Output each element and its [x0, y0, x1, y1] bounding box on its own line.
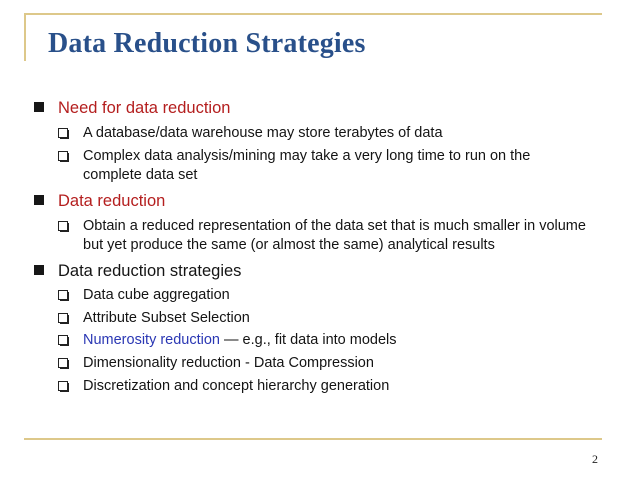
square-bullet-icon	[34, 195, 44, 205]
bullet-need-for-data-reduction	[34, 97, 230, 119]
square-bullet-icon	[34, 102, 44, 112]
subbullet-dimensionality	[58, 354, 374, 373]
box-bullet-icon	[58, 358, 68, 368]
subbullet-text: A database/data warehouse may store terabytes of data	[83, 125, 443, 141]
bullet-text: Data reduction	[58, 192, 166, 210]
slide-title: Data Reduction Strategies	[48, 28, 366, 59]
box-bullet-icon	[58, 290, 68, 300]
subbullet-text: Complex data analysis/mining may take a very long time to run on the complete data set	[83, 148, 531, 183]
subbullet-text: — e.g., fit data into models	[220, 332, 397, 348]
bullet-data-reduction-strategies	[34, 260, 241, 282]
subbullet-reduced-representation	[58, 217, 598, 255]
box-bullet-icon	[58, 313, 68, 323]
box-bullet-icon	[58, 221, 68, 231]
subbullet-highlight-text: Numerosity reduction	[83, 332, 220, 348]
subbullet-attribute-subset	[58, 309, 250, 328]
box-bullet-icon	[58, 335, 68, 345]
subbullet-text: Obtain a reduced representation of the data set that is much smaller in volume but yet produce the same (or almost the same) analytical results	[83, 218, 586, 253]
box-bullet-icon	[58, 381, 68, 391]
bullet-data-reduction	[34, 190, 165, 212]
frame-left-line	[24, 13, 26, 61]
box-bullet-icon	[58, 151, 68, 161]
subbullet-text: Discretization and concept hierarchy generation	[83, 378, 390, 394]
frame-bottom-line	[24, 438, 602, 440]
subbullet-complex-analysis	[58, 147, 578, 185]
page-number: 2	[592, 452, 598, 466]
subbullet-text: Attribute Subset Selection	[83, 310, 250, 326]
box-bullet-icon	[58, 128, 68, 138]
subbullet-numerosity	[58, 331, 397, 350]
subbullet-text: Dimensionality reduction - Data Compression	[83, 355, 374, 371]
bullet-text: Need for data reduction	[58, 99, 231, 117]
subbullet-storage	[58, 124, 443, 143]
subbullet-discretization	[58, 377, 389, 396]
bullet-text: Data reduction strategies	[58, 262, 242, 280]
frame-top-line	[24, 13, 602, 15]
subbullet-cube-aggregation	[58, 286, 230, 305]
square-bullet-icon	[34, 265, 44, 275]
subbullet-text: Data cube aggregation	[83, 287, 230, 303]
